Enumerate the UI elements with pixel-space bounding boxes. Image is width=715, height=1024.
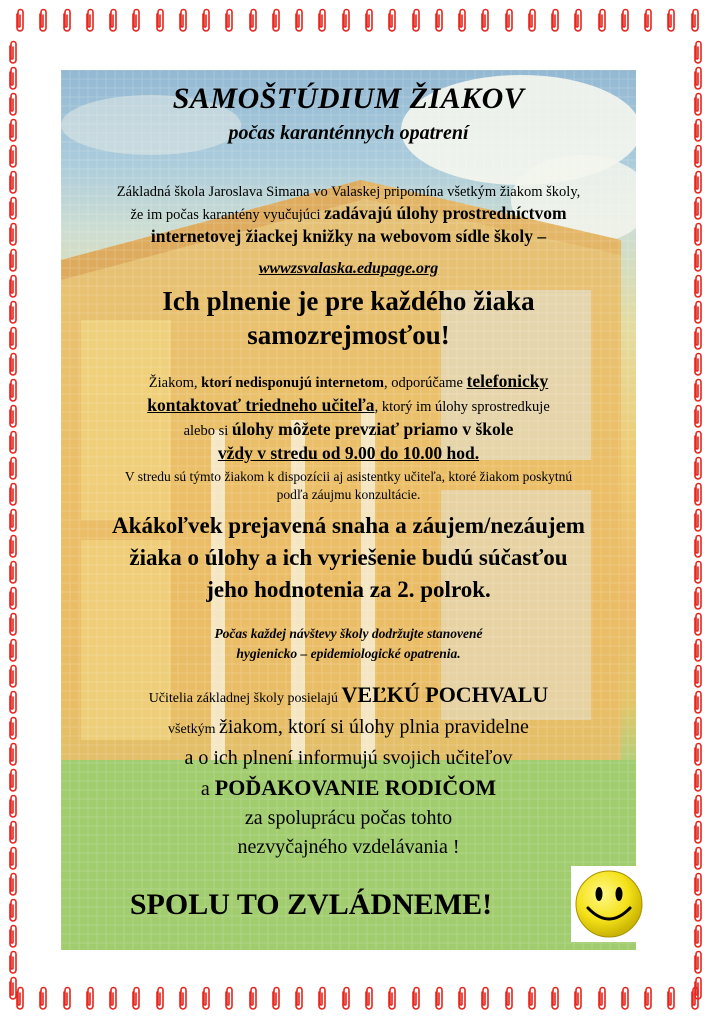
paperclip-icon <box>692 508 708 534</box>
paperclip-icon <box>692 300 708 326</box>
paperclip-icon <box>316 8 328 38</box>
contact-paragraph <box>61 370 636 464</box>
contact-text: , odporúčame <box>384 375 467 391</box>
intro-line-2 <box>61 203 636 226</box>
thanks-line-3: a o ich plnení informujú svojich učiteľov <box>184 747 513 769</box>
paperclip-icon <box>692 378 708 404</box>
hygiene-note <box>61 624 636 664</box>
closing-slogan: SPOLU TO ZVLÁDNEME! <box>129 888 493 921</box>
paperclip-icon <box>7 66 23 92</box>
contact-text: alebo si <box>183 423 232 439</box>
paperclip-icon <box>596 8 608 38</box>
paperclip-icon <box>386 8 398 38</box>
paperclip-icon <box>200 8 212 38</box>
contact-line-3 <box>61 418 636 442</box>
thanks-line-2 <box>61 713 636 744</box>
paperclip-icon <box>642 8 654 38</box>
paperclip-icon <box>154 8 166 38</box>
paperclip-icon <box>7 326 23 352</box>
contact-line-1 <box>61 370 636 394</box>
contact-bold: úlohy môžete prevziať priamo v škole <box>231 419 514 439</box>
paperclip-icon <box>316 986 328 1016</box>
paperclip-icon <box>7 898 23 924</box>
intro-line-2-bold: zadávajú úlohy prostredníctvom <box>324 203 567 223</box>
paperclip-icon <box>692 872 708 898</box>
paperclip-icon <box>503 8 515 38</box>
school-website-link[interactable]: wwwzsvalaska.edupage.org <box>258 260 439 277</box>
paperclip-icon <box>270 986 282 1016</box>
paperclip-icon <box>340 8 352 38</box>
thanks-line-1 <box>61 680 636 713</box>
paperclip-icon <box>270 8 282 38</box>
paperclip-icon <box>223 986 235 1016</box>
paperclip-icon <box>7 144 23 170</box>
paperclip-icon <box>572 986 584 1016</box>
paperclip-icon <box>7 352 23 378</box>
paperclip-icon <box>7 300 23 326</box>
thanks-line-5: za spoluprácu počas tohto <box>244 807 453 829</box>
paperclip-icon <box>363 986 375 1016</box>
paperclip-icon <box>37 986 49 1016</box>
paperclip-icon <box>692 196 708 222</box>
paperclip-icon <box>692 66 708 92</box>
paperclip-icon <box>692 560 708 586</box>
paperclip-icon <box>692 404 708 430</box>
evaluation-line-3: jeho hodnotenia za 2. polrok. <box>206 577 491 602</box>
paperclip-icon <box>692 534 708 560</box>
paperclip-icon <box>692 716 708 742</box>
paperclip-icon <box>7 118 23 144</box>
contact-text: Žiakom, <box>148 375 202 391</box>
paperclip-icon <box>503 986 515 1016</box>
paperclip-icon <box>7 924 23 950</box>
paperclip-icon <box>692 690 708 716</box>
paperclip-icon <box>456 8 468 38</box>
paperclip-icon <box>689 8 701 38</box>
paperclip-icon <box>692 924 708 950</box>
poster-panel <box>61 70 636 950</box>
paperclip-icon <box>107 8 119 38</box>
paperclip-icon <box>692 976 708 1002</box>
paperclip-icon <box>479 8 491 38</box>
hygiene-line-1: Počas každej návštevy školy dodržujte stanovené <box>214 626 483 641</box>
paperclip-icon <box>14 8 26 38</box>
paperclip-icon <box>479 986 491 1016</box>
paperclip-icon <box>665 8 677 38</box>
paperclip-icon <box>61 8 73 38</box>
paperclip-icon <box>7 846 23 872</box>
paperclip-icon <box>7 586 23 612</box>
paperclip-icon <box>692 118 708 144</box>
paperclip-icon <box>7 716 23 742</box>
paperclip-icon <box>363 8 375 38</box>
top-clip-border <box>0 8 715 38</box>
paperclip-icon <box>619 8 631 38</box>
paperclip-icon <box>7 690 23 716</box>
assistants-line-1: V stredu sú týmto žiakom k dispozícii aj asistentky učiteľa, ktoré žiakom poskytnú <box>124 469 573 484</box>
paperclip-icon <box>433 986 445 1016</box>
paperclip-icon <box>130 986 142 1016</box>
paperclip-icon <box>7 976 23 1002</box>
paperclip-icon <box>692 482 708 508</box>
paperclip-icon <box>433 8 445 38</box>
paperclip-icon <box>293 8 305 38</box>
contact-emphasis: telefonicky <box>466 371 549 391</box>
praise-emphasis: VEĽKÚ POCHVALU <box>341 682 549 707</box>
paperclip-icon <box>247 986 259 1016</box>
paperclip-icon <box>7 196 23 222</box>
paperclip-icon <box>549 8 561 38</box>
paperclip-icon <box>692 638 708 664</box>
paperclip-icon <box>7 664 23 690</box>
paperclip-icon <box>665 986 677 1016</box>
paperclip-icon <box>692 846 708 872</box>
paperclip-icon <box>7 612 23 638</box>
paperclip-icon <box>7 378 23 404</box>
paperclip-icon <box>7 768 23 794</box>
paperclip-icon <box>572 8 584 38</box>
evaluation-line-1: Akákoľvek prejavená snaha a záujem/nezáujem <box>112 513 585 538</box>
paperclip-icon <box>107 986 119 1016</box>
paperclip-icon <box>61 986 73 1016</box>
contact-bold: ktorí nedisponujú internetom <box>201 375 385 391</box>
paperclip-icon <box>293 986 305 1016</box>
paperclip-icon <box>456 986 468 1016</box>
paperclip-icon <box>7 820 23 846</box>
thanks-paragraph <box>61 680 636 862</box>
paperclip-icon <box>692 820 708 846</box>
paperclip-icon <box>7 248 23 274</box>
paperclip-icon <box>200 986 212 1016</box>
evaluation-line-2: žiaka o úlohy a ich vyriešenie budú súčasťou <box>129 545 568 570</box>
contact-text: , ktorý im úlohy sprostredkuje <box>374 399 550 415</box>
intro-line-2-text: že im počas karantény vyučujúci <box>130 207 325 223</box>
paperclip-icon <box>642 986 654 1016</box>
paperclip-icon <box>692 40 708 66</box>
paperclip-icon <box>7 560 23 586</box>
headline-line-1: Ich plnenie je pre každého žiaka <box>162 286 535 316</box>
paperclip-icon <box>7 482 23 508</box>
paperclip-icon <box>177 8 189 38</box>
paperclip-icon <box>692 664 708 690</box>
paperclip-icon <box>7 742 23 768</box>
paperclip-icon <box>154 986 166 1016</box>
paperclip-icon <box>526 8 538 38</box>
paperclip-icon <box>692 248 708 274</box>
paperclip-icon <box>692 794 708 820</box>
headline-line-2: samozrejmosťou! <box>247 320 450 350</box>
intro-line-3: internetovej žiackej knižky na webovom sídle školy – <box>150 226 547 246</box>
parents-thanks-emphasis: POĎAKOVANIE RODIČOM <box>214 775 497 800</box>
assistants-line-2: podľa záujmu konzultácie. <box>276 487 421 502</box>
contact-emphasis: kontaktovať triedneho učiteľa <box>147 395 375 415</box>
paperclip-icon <box>7 222 23 248</box>
paperclip-icon <box>340 986 352 1016</box>
contact-line-2 <box>61 394 636 418</box>
intro-paragraph <box>61 182 636 247</box>
bottom-clip-border <box>0 986 715 1016</box>
paperclip-icon <box>692 170 708 196</box>
paperclip-icon <box>410 986 422 1016</box>
paperclip-icon <box>692 768 708 794</box>
paperclip-icon <box>7 794 23 820</box>
paperclip-icon <box>692 612 708 638</box>
paperclip-icon <box>596 986 608 1016</box>
thanks-text: všetkým <box>168 722 219 737</box>
left-clip-border <box>7 40 23 975</box>
paperclip-icon <box>692 352 708 378</box>
paperclip-icon <box>692 144 708 170</box>
paperclip-icon <box>7 92 23 118</box>
paperclip-icon <box>7 950 23 976</box>
paperclip-icon <box>410 8 422 38</box>
thanks-text: Učitelia základnej školy posielajú <box>148 691 342 706</box>
right-clip-border <box>692 40 708 975</box>
paperclip-icon <box>7 872 23 898</box>
assistants-paragraph <box>61 468 636 504</box>
paperclip-icon <box>7 456 23 482</box>
evaluation-statement <box>61 510 636 606</box>
paperclip-icon <box>177 986 189 1016</box>
paperclip-icon <box>692 456 708 482</box>
contact-line-4: vždy v stredu od 9.00 do 10.00 hod. <box>217 443 480 463</box>
paperclip-icon <box>7 508 23 534</box>
paperclip-icon <box>7 274 23 300</box>
paperclip-icon <box>692 742 708 768</box>
paperclip-icon <box>549 986 561 1016</box>
paperclip-icon <box>386 986 398 1016</box>
paperclip-icon <box>526 986 538 1016</box>
paperclip-icon <box>7 40 23 66</box>
paperclip-icon <box>223 8 235 38</box>
thanks-text: a <box>200 778 215 800</box>
paperclip-icon <box>7 430 23 456</box>
thanks-line-6: nezvyčajného vzdelávania ! <box>237 836 460 858</box>
poster-subtitle: počas karanténnych opatrení <box>228 122 469 144</box>
paperclip-icon <box>692 222 708 248</box>
headline <box>61 284 636 352</box>
poster-title: SAMOŠTÚDIUM ŽIAKOV <box>172 82 525 115</box>
paperclip-icon <box>692 274 708 300</box>
paperclip-icon <box>7 170 23 196</box>
paperclip-icon <box>130 8 142 38</box>
paperclip-icon <box>619 986 631 1016</box>
paperclip-icon <box>692 586 708 612</box>
paperclip-icon <box>692 898 708 924</box>
paperclip-icon <box>84 8 96 38</box>
paperclip-icon <box>247 8 259 38</box>
hygiene-line-2: hygienicko – epidemiologické opatrenia. <box>236 646 461 661</box>
thanks-text: žiakom, ktorí si úlohy plnia pravidelne <box>219 716 529 738</box>
intro-line-1: Základná škola Jaroslava Simana vo Valaskej pripomína všetkým žiakom školy, <box>116 184 581 200</box>
paperclip-icon <box>692 430 708 456</box>
smiley-face-icon <box>571 866 647 942</box>
paperclip-icon <box>84 986 96 1016</box>
paperclip-icon <box>7 638 23 664</box>
paperclip-icon <box>7 534 23 560</box>
paperclip-icon <box>692 326 708 352</box>
thanks-line-4 <box>61 773 636 804</box>
paperclip-icon <box>7 404 23 430</box>
paperclip-icon <box>692 950 708 976</box>
paperclip-icon <box>37 8 49 38</box>
paperclip-icon <box>692 92 708 118</box>
